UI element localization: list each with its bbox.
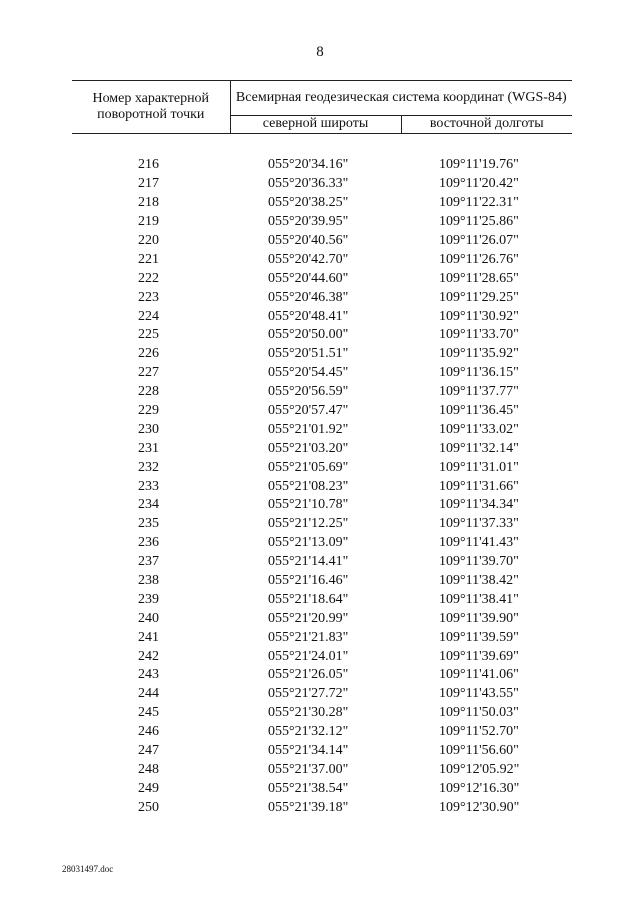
header-point-number: Номер характерной поворотной точки bbox=[72, 81, 230, 134]
table-row bbox=[72, 213, 572, 232]
longitude-cell: 109°11'39.70" bbox=[439, 554, 519, 570]
latitude-cell: 055°20'44.60" bbox=[268, 270, 349, 286]
longitude-cell: 109°11'41.06" bbox=[439, 667, 519, 683]
longitude-cell: 109°11'39.69" bbox=[439, 648, 519, 664]
point-number-cell: 242 bbox=[138, 648, 159, 664]
longitude-cell: 109°11'19.76" bbox=[439, 157, 519, 173]
latitude-cell: 055°21'13.09" bbox=[268, 535, 349, 551]
point-number-cell: 239 bbox=[138, 591, 159, 607]
latitude-cell: 055°20'42.70" bbox=[268, 251, 349, 267]
latitude-cell: 055°20'38.25" bbox=[268, 195, 349, 211]
table-row bbox=[72, 250, 572, 269]
longitude-cell: 109°11'50.03" bbox=[439, 705, 519, 721]
latitude-cell: 055°21'34.14" bbox=[268, 743, 349, 759]
table-row bbox=[72, 723, 572, 742]
point-number-cell: 221 bbox=[138, 251, 159, 267]
latitude-cell: 055°21'26.05" bbox=[268, 667, 349, 683]
latitude-cell: 055°20'34.16" bbox=[268, 157, 349, 173]
latitude-cell: 055°21'37.00" bbox=[268, 761, 349, 777]
latitude-cell: 055°20'48.41" bbox=[268, 308, 349, 324]
longitude-cell: 109°11'38.42" bbox=[439, 573, 519, 589]
point-number-cell: 246 bbox=[138, 724, 159, 740]
latitude-cell: 055°20'54.45" bbox=[268, 365, 349, 381]
table-row bbox=[72, 194, 572, 213]
point-number-cell: 240 bbox=[138, 610, 159, 626]
table-row bbox=[72, 345, 572, 364]
point-number-cell: 223 bbox=[138, 289, 159, 305]
point-number-cell: 243 bbox=[138, 667, 159, 683]
longitude-cell: 109°11'37.33" bbox=[439, 516, 519, 532]
table-row bbox=[72, 779, 572, 798]
latitude-cell: 055°21'10.78" bbox=[268, 497, 349, 513]
table-row bbox=[72, 515, 572, 534]
latitude-cell: 055°21'21.83" bbox=[268, 629, 349, 645]
longitude-cell: 109°11'29.25" bbox=[439, 289, 519, 305]
point-number-cell: 220 bbox=[138, 233, 159, 248]
latitude-cell: 055°21'30.28" bbox=[268, 705, 349, 721]
table-row bbox=[72, 326, 572, 345]
point-number-cell: 230 bbox=[138, 421, 159, 437]
longitude-cell: 109°11'39.59" bbox=[439, 629, 519, 645]
latitude-cell: 055°21'24.01" bbox=[268, 648, 349, 664]
point-number-cell: 228 bbox=[138, 384, 159, 400]
longitude-cell: 109°11'30.92" bbox=[439, 308, 519, 324]
longitude-cell: 109°11'36.15" bbox=[439, 365, 519, 381]
longitude-cell: 109°11'41.43" bbox=[439, 535, 519, 551]
latitude-cell: 055°20'57.47" bbox=[268, 403, 349, 419]
latitude-cell: 055°21'16.46" bbox=[268, 573, 349, 589]
point-number-cell: 244 bbox=[138, 686, 159, 702]
longitude-cell: 109°11'34.34" bbox=[439, 497, 519, 513]
latitude-cell: 055°20'56.59" bbox=[268, 384, 349, 400]
longitude-cell: 109°11'20.42" bbox=[439, 176, 519, 192]
table-row bbox=[72, 590, 572, 609]
table-row bbox=[72, 704, 572, 723]
table-row bbox=[72, 175, 572, 194]
table-row bbox=[72, 269, 572, 288]
table-row bbox=[72, 761, 572, 780]
table-row bbox=[72, 156, 572, 175]
point-number-cell: 241 bbox=[138, 629, 159, 645]
table-row bbox=[72, 534, 572, 553]
latitude-cell: 055°20'40.56" bbox=[268, 233, 349, 248]
table-header bbox=[72, 81, 572, 134]
point-number-cell: 233 bbox=[138, 478, 159, 494]
table-row bbox=[72, 666, 572, 685]
point-number-cell: 217 bbox=[138, 176, 159, 192]
header-longitude: восточной долготы bbox=[401, 115, 572, 133]
table-body bbox=[72, 134, 572, 818]
table-row bbox=[72, 609, 572, 628]
longitude-cell: 109°12'16.30" bbox=[439, 780, 520, 796]
page-number: 8 bbox=[316, 44, 324, 60]
table-row bbox=[72, 458, 572, 477]
longitude-cell: 109°11'36.45" bbox=[439, 403, 519, 419]
longitude-cell: 109°11'52.70" bbox=[439, 724, 519, 740]
latitude-cell: 055°21'03.20" bbox=[268, 440, 349, 456]
point-number-cell: 232 bbox=[138, 459, 159, 475]
latitude-cell: 055°21'12.25" bbox=[268, 516, 349, 532]
longitude-cell: 109°11'31.66" bbox=[439, 478, 519, 494]
table-row bbox=[72, 307, 572, 326]
table-row bbox=[72, 742, 572, 761]
longitude-cell: 109°11'28.65" bbox=[439, 270, 519, 286]
longitude-cell: 109°12'30.90" bbox=[439, 799, 520, 815]
table-row bbox=[72, 647, 572, 666]
point-number-cell: 231 bbox=[138, 440, 159, 456]
point-number-cell: 225 bbox=[138, 327, 159, 343]
table-row bbox=[72, 383, 572, 402]
header-coordinate-system: Всемирная геодезическая система координат (WGS-84) bbox=[230, 81, 572, 116]
table-row bbox=[72, 232, 572, 251]
point-number-cell: 219 bbox=[138, 214, 159, 230]
longitude-cell: 109°11'33.70" bbox=[439, 327, 519, 343]
point-number-cell: 237 bbox=[138, 554, 159, 570]
table-row bbox=[72, 496, 572, 515]
table-row bbox=[72, 685, 572, 704]
table-row bbox=[72, 553, 572, 572]
point-number-cell: 216 bbox=[138, 157, 159, 173]
latitude-cell: 055°20'39.95" bbox=[268, 214, 349, 230]
table-row bbox=[72, 364, 572, 383]
point-number-cell: 234 bbox=[138, 497, 159, 513]
table-row bbox=[72, 288, 572, 307]
point-number-cell: 245 bbox=[138, 705, 159, 721]
latitude-cell: 055°21'08.23" bbox=[268, 478, 349, 494]
table-row bbox=[72, 402, 572, 421]
point-number-cell: 229 bbox=[138, 403, 159, 419]
coordinates-table bbox=[72, 80, 572, 817]
point-number-cell: 218 bbox=[138, 195, 159, 211]
point-number-cell: 222 bbox=[138, 270, 159, 286]
longitude-cell: 109°11'26.76" bbox=[439, 251, 519, 267]
point-number-cell: 247 bbox=[138, 743, 159, 759]
longitude-cell: 109°11'33.02" bbox=[439, 421, 519, 437]
point-number-cell: 226 bbox=[138, 346, 159, 362]
latitude-cell: 055°20'51.51" bbox=[268, 346, 349, 362]
footer-doc-name: 28031497.doc bbox=[62, 864, 114, 874]
longitude-cell: 109°11'37.77" bbox=[439, 384, 519, 400]
longitude-cell: 109°11'26.07" bbox=[439, 233, 519, 248]
header-spacer bbox=[72, 134, 572, 157]
longitude-cell: 109°11'39.90" bbox=[439, 610, 519, 626]
latitude-cell: 055°20'46.38" bbox=[268, 289, 349, 305]
point-number-cell: 249 bbox=[138, 780, 159, 796]
longitude-cell: 109°11'38.41" bbox=[439, 591, 519, 607]
latitude-cell: 055°21'01.92" bbox=[268, 421, 349, 437]
latitude-cell: 055°21'05.69" bbox=[268, 459, 349, 475]
latitude-cell: 055°21'18.64" bbox=[268, 591, 349, 607]
latitude-cell: 055°21'38.54" bbox=[268, 780, 349, 796]
table-row bbox=[72, 439, 572, 458]
latitude-cell: 055°21'20.99" bbox=[268, 610, 349, 626]
latitude-cell: 055°20'50.00" bbox=[268, 327, 349, 343]
table-row bbox=[72, 628, 572, 647]
longitude-cell: 109°11'35.92" bbox=[439, 346, 519, 362]
table-row bbox=[72, 420, 572, 439]
latitude-cell: 055°21'27.72" bbox=[268, 686, 349, 702]
longitude-cell: 109°11'43.55" bbox=[439, 686, 519, 702]
latitude-cell: 055°20'36.33" bbox=[268, 176, 349, 192]
table-row bbox=[72, 572, 572, 591]
point-number-cell: 236 bbox=[138, 535, 159, 551]
longitude-cell: 109°11'25.86" bbox=[439, 214, 519, 230]
table-row bbox=[72, 798, 572, 817]
table-row bbox=[72, 477, 572, 496]
longitude-cell: 109°11'56.60" bbox=[439, 743, 519, 759]
longitude-cell: 109°11'32.14" bbox=[439, 440, 519, 456]
latitude-cell: 055°21'39.18" bbox=[268, 799, 349, 815]
longitude-cell: 109°12'05.92" bbox=[439, 761, 520, 777]
point-number-cell: 250 bbox=[138, 799, 159, 815]
longitude-cell: 109°11'31.01" bbox=[439, 459, 519, 475]
point-number-cell: 238 bbox=[138, 573, 159, 589]
longitude-cell: 109°11'22.31" bbox=[439, 195, 519, 211]
latitude-cell: 055°21'14.41" bbox=[268, 554, 349, 570]
header-latitude: северной широты bbox=[230, 115, 401, 133]
point-number-cell: 248 bbox=[138, 761, 159, 777]
point-number-cell: 224 bbox=[138, 308, 159, 324]
point-number-cell: 235 bbox=[138, 516, 159, 532]
point-number-cell: 227 bbox=[138, 365, 159, 381]
latitude-cell: 055°21'32.12" bbox=[268, 724, 349, 740]
